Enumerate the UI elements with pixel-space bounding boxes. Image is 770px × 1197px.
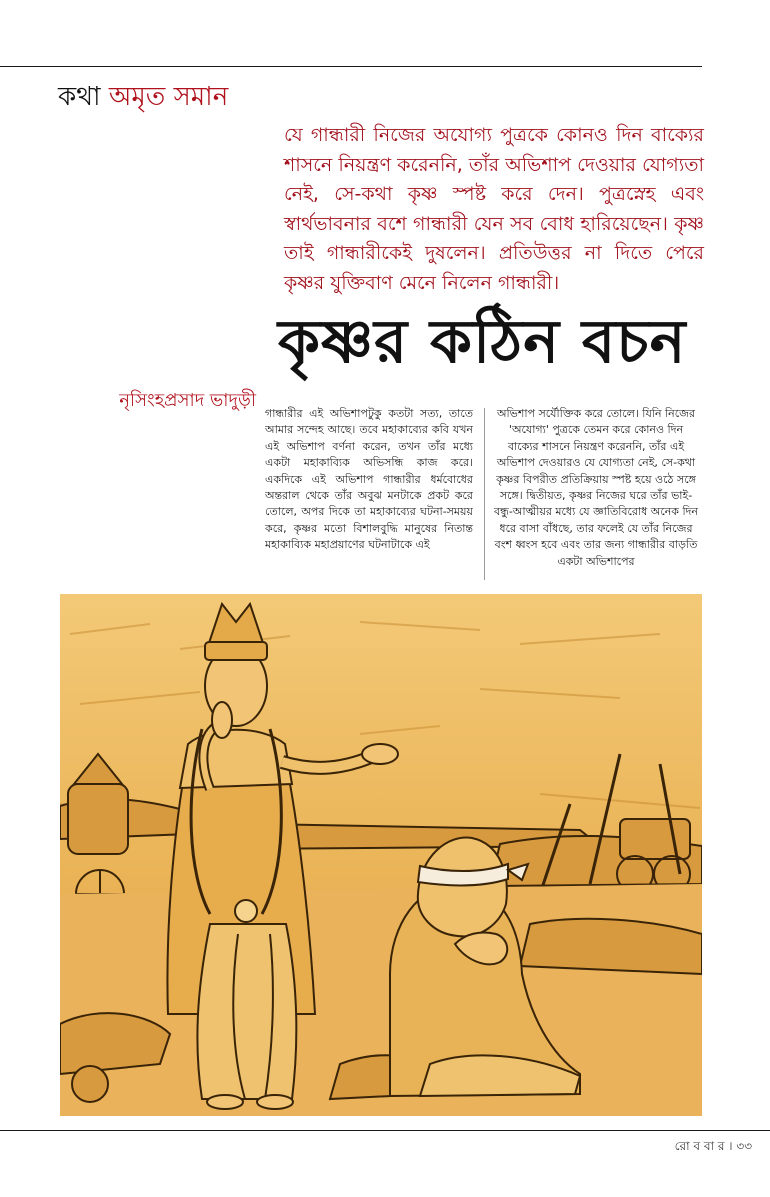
intro-text: যে গান্ধারী নিজের অযোগ্য পুত্রকে কোনও দিন বাক্যের শাসনে নিয়ন্ত্রণ করেননি, তাঁর অভিশাপ দেওয়ার যোগ্যতা নেই, সে-কথা কৃষ্ণ স্পষ্ট করে দেন। পুত্রস্নেহ এবং স্বার্থভাবনার বশে গান্ধারী যেন সব বোধ হারিয়েছেন। কৃষ্ণ তাই গান্ধারীকেই দুষলেন। প্রতিউত্তর না দিতে পেরে কৃষ্ণর যুক্তিবাণ মেনে নিলেন গান্ধারী। <box>284 124 704 294</box>
column-divider <box>484 408 485 580</box>
footer-rule <box>0 1130 770 1131</box>
body-column-2-text: অভিশাপ সর্যৌক্তিক করে তোলে। যিনি নিজের 'অযোগ্য' পুত্রকে তেমন করে কোনও দিন বাক্যের শাসনে নিয়ন্ত্রণ করেননি, তাঁর এই অভিশাপ দেওয়ারও যে যোগ্যতা নেই, সে-কথা কৃষ্ণর বিপরীত প্রতিক্রিয়ায় স্পষ্ট হয়ে ওঠে সঙ্গে সঙ্গে। দ্বিতীয়ত, কৃষ্ণর নিজের ঘরে তাঁর ভাই-বন্ধু-আত্মীয়র মধ্যে যে জ্ঞাতিবিরোধ অনেক দিন ধরে বাসা বাঁধছে, তার ফলেই যে তাঁর নিজের বংশ ধ্বংস হবে এবং তার জন্য গান্ধারীর বাড়তি একটা অভিশাপের <box>494 407 698 568</box>
section-heading <box>58 80 228 114</box>
illustration-art <box>60 594 702 1116</box>
article-headline: কৃষ্ণর কঠিন বচন <box>278 307 687 377</box>
header-rule <box>0 66 702 67</box>
body-column-1 <box>265 406 473 584</box>
intro-paragraph <box>284 121 704 299</box>
illustration-krishna-gandhari <box>60 594 702 1116</box>
section-heading-kotha: কথা <box>58 82 101 112</box>
author-byline: নৃসিংহপ্রসাদ ভাদুড়ী <box>119 390 256 411</box>
body-column-2 <box>492 406 700 584</box>
section-heading-amrita: অমৃত সমান <box>108 82 229 112</box>
page-folio: রো ব বা র । ৩৩ <box>674 1139 752 1153</box>
body-column-1-text: গান্ধারীর এই অভিশাপটুকু কতটা সত্য, তাতে আমার সন্দেহ আছে। তবে মহাকাব্যের কবি যখন এই অভিশাপ বর্ণনা করেন, তখন তাঁর মধ্যে একটা মহাকাব্যিক অভিসন্ধি কাজ করে। একদিকে এই অভিশাপ গান্ধারীর ধর্মবোধের অন্তরাল থেকে তাঁর অবুঝ মনটাকে প্রকট করে তোলে, অপর দিকে তা মহাকাব্যের ঘটনা-সময়য় করে, কৃষ্ণর মতো বিশালবুদ্ধি মানুষের নিতান্ত মহাকাব্যিক মহাপ্রয়াণের ঘটনাটাকে এই <box>265 407 473 552</box>
